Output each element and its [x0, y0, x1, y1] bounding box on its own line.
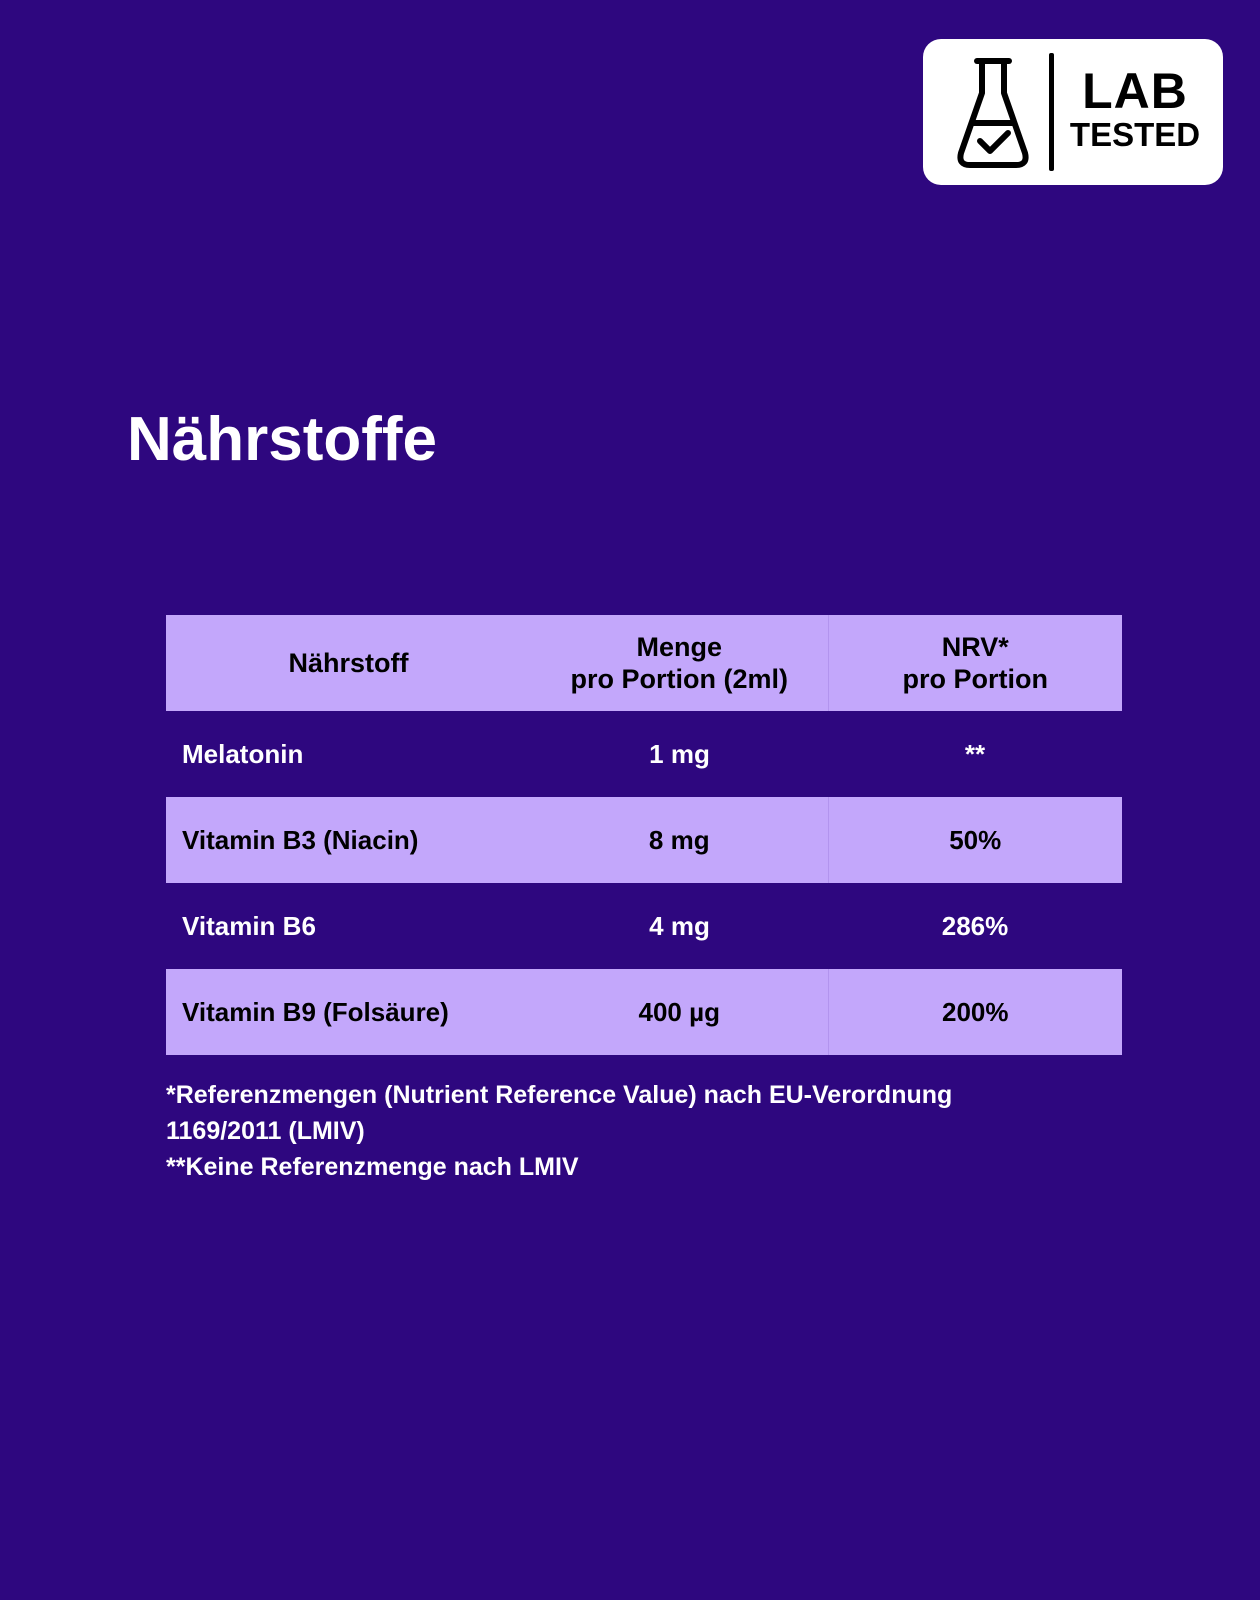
badge-lab-text: LAB: [1082, 63, 1188, 119]
nutrient-name: Melatonin: [182, 738, 304, 769]
table-header-row: [166, 615, 1122, 711]
footnotes: [166, 1077, 1066, 1185]
header-nrv: [828, 615, 1122, 711]
footnote-nrv-line1: *Referenzmengen (Nutrient Reference Value) nach EU-Verordnung: [166, 1081, 953, 1109]
nutrient-name: Vitamin B9 (Folsäure): [182, 996, 449, 1027]
footnote-no-reference: **Keine Referenzmenge nach LMIV: [166, 1153, 579, 1181]
header-nutrient: Nährstoff: [288, 648, 409, 678]
nutrient-nrv: 286%: [941, 910, 1009, 941]
nutrient-nrv: 50%: [828, 797, 1122, 883]
flask-check-icon: [953, 55, 1033, 173]
header-amount-line2: pro Portion (2ml): [570, 664, 788, 694]
nutrient-name: Vitamin B6: [182, 910, 316, 941]
footnote-nrv-line2: 1169/2011 (LMIV): [166, 1117, 365, 1145]
header-amount: [531, 615, 828, 711]
nutrient-table: [166, 615, 1122, 1055]
table-row: [166, 883, 1122, 969]
nutrient-nrv: **: [964, 738, 986, 769]
badge-tested-text: TESTED: [1069, 116, 1201, 153]
badge-divider: [1049, 53, 1054, 171]
page-title: Nährstoffe: [127, 405, 438, 474]
nutrient-amount: 8 mg: [648, 824, 710, 855]
table-row: [166, 797, 1122, 883]
table-row: [166, 969, 1122, 1055]
nutrient-name: Vitamin B3 (Niacin): [182, 824, 419, 855]
nutrient-amount: 4 mg: [649, 910, 710, 941]
table-row: [166, 711, 1122, 797]
header-nrv-line2: pro Portion: [902, 664, 1048, 694]
nutrient-amount: 400 µg: [638, 996, 720, 1027]
nutrient-amount: 1 mg: [649, 738, 710, 769]
header-nrv-line1: NRV*: [941, 632, 1009, 662]
lab-tested-badge: [923, 39, 1223, 185]
header-amount-line1: Menge: [636, 632, 722, 662]
nutrient-nrv: 200%: [828, 969, 1122, 1055]
